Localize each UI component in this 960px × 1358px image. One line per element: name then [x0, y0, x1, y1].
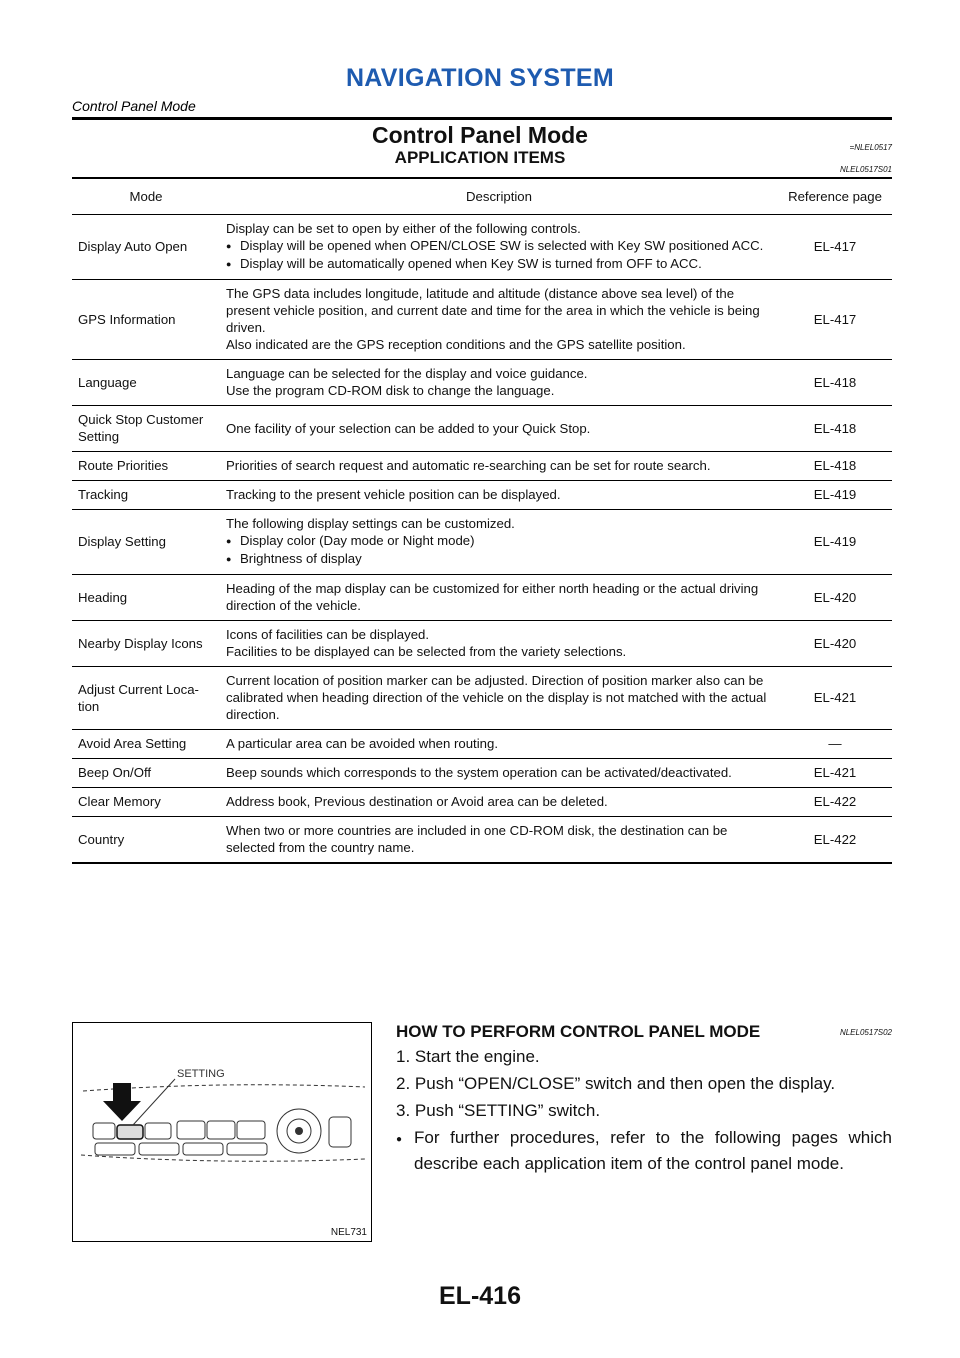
cell-reference-page: EL-420: [778, 621, 892, 667]
description-line: Display can be set to open by either of the following controls.: [226, 221, 581, 236]
cell-reference-page: EL-417: [778, 280, 892, 360]
cell-description: [220, 215, 778, 280]
cell-description: [220, 730, 778, 759]
figure-id: NEL731: [330, 1227, 367, 1238]
cell-mode: Display Setting: [72, 510, 220, 575]
table-row: [72, 280, 892, 360]
cell-description: [220, 759, 778, 788]
subsection-title: APPLICATION ITEMS: [394, 148, 566, 167]
description-bullet: ● Brightness of display: [226, 550, 772, 568]
how-to-title: [396, 1022, 892, 1042]
cell-reference-page: EL-417: [778, 215, 892, 280]
description-bullet: ● Display color (Day mode or Night mode): [226, 532, 772, 550]
header-rule: [72, 117, 892, 120]
cell-mode: GPS Information: [72, 280, 220, 360]
cell-mode: Language: [72, 360, 220, 406]
table-row: [72, 730, 892, 759]
cell-reference-page: EL-422: [813, 831, 857, 847]
description-bullet: ● Display will be opened when OPEN/CLOSE SW is selected with Key SW positioned ACC.: [226, 237, 772, 255]
cell-mode: Beep On/Off: [72, 759, 220, 788]
cell-description: [220, 510, 778, 575]
description-line: Heading of the map display can be customized for either north heading or the actual driving direction of the vehicle.: [226, 581, 759, 613]
table-row: [72, 667, 892, 730]
table-row: [72, 481, 892, 510]
cell-reference-page: EL-419: [778, 510, 892, 575]
description-bullet: ● Display will be automatically opened when Key SW is turned from OFF to ACC.: [226, 255, 772, 273]
description-line: The GPS data includes longitude, latitude and altitude (distance above sea level) of the present vehicle position, and current date and time for the area in which the vehicle is being driven.: [226, 286, 760, 335]
how-to-code: NLEL0517S02: [839, 1028, 892, 1037]
header-title: NAVIGATION SYSTEM: [345, 64, 615, 92]
application-items-table: [72, 177, 892, 864]
description-line: When two or more countries are included in one CD-ROM disk, the destination can be selected from the country name.: [226, 823, 728, 855]
cell-reference-page: EL-422: [778, 788, 892, 817]
step-1: 1. Start the engine.: [396, 1047, 540, 1066]
page-number: EL-416: [439, 1282, 521, 1310]
description-line: Language can be selected for the display and voice guidance.: [226, 366, 588, 381]
description-line: Also indicated are the GPS reception conditions and the GPS satellite position.: [226, 337, 686, 352]
cell-reference-page: —: [778, 730, 892, 759]
cell-mode: Country: [78, 831, 125, 847]
column-header-mode: Mode: [72, 178, 220, 215]
cell-description: [220, 667, 778, 730]
how-to-section: [396, 1022, 892, 1176]
cell-description: [220, 406, 778, 452]
table-row: [72, 788, 892, 817]
figure-setting-label: SETTING: [177, 1068, 225, 1080]
section-title: Control Panel Mode: [372, 122, 588, 148]
description-line: Tracking to the present vehicle position can be displayed.: [226, 487, 561, 502]
cell-mode: Nearby Display Icons: [72, 621, 220, 667]
cell-description: [220, 360, 778, 406]
table-row: [72, 817, 892, 864]
control-panel-figure: [72, 1022, 372, 1242]
cell-description: [220, 280, 778, 360]
cell-mode: Route Priorities: [72, 452, 220, 481]
cell-reference-page: EL-420: [778, 575, 892, 621]
cell-reference-page: EL-421: [778, 759, 892, 788]
table-row: [72, 360, 892, 406]
table-body: [72, 215, 892, 864]
cell-description: [220, 817, 778, 864]
header-subtitle: Control Panel Mode: [72, 98, 196, 114]
table-row: [72, 452, 892, 481]
control-panel-illustration: [73, 1023, 371, 1241]
cell-mode: Adjust Current Loca-tion: [72, 667, 220, 730]
how-to-title-text: HOW TO PERFORM CONTROL PANEL MODE: [396, 1022, 761, 1041]
cell-description: [220, 621, 778, 667]
cell-description: [220, 575, 778, 621]
cell-reference-page: EL-419: [778, 481, 892, 510]
subsection-code: NLEL0517S01: [839, 165, 892, 174]
table-header-row: [72, 178, 892, 215]
cell-reference-page: EL-421: [778, 667, 892, 730]
step-3: 3. Push “SETTING” switch.: [396, 1101, 601, 1120]
column-header-reference: Reference page: [778, 178, 892, 215]
cell-reference-page: EL-418: [778, 452, 892, 481]
description-line: Address book, Previous destination or Avoid area can be deleted.: [226, 794, 608, 809]
description-line: Icons of facilities can be displayed.: [226, 627, 430, 642]
step-2: 2. Push “OPEN/CLOSE” switch and then open the display.: [396, 1074, 836, 1093]
how-to-bullet: ● For further procedures, refer to the following pages which describe each application item of the control panel mode.: [396, 1126, 892, 1176]
cell-description: [220, 481, 778, 510]
description-line: Facilities to be displayed can be selected from the variety selections.: [226, 644, 627, 659]
cell-reference-page: EL-418: [778, 360, 892, 406]
cell-mode: Quick Stop Customer Setting: [72, 406, 220, 452]
cell-mode: Display Auto Open: [72, 215, 220, 280]
column-header-description: Description: [220, 178, 778, 215]
cell-description: [220, 452, 778, 481]
table-row: [72, 406, 892, 452]
cell-description: [220, 788, 778, 817]
cell-mode: Clear Memory: [72, 788, 220, 817]
description-line: Use the program CD-ROM disk to change the language.: [226, 383, 555, 398]
description-line: Priorities of search request and automatic re-searching can be set for route search.: [226, 458, 711, 473]
description-line: The following display settings can be customized.: [226, 516, 515, 531]
cell-mode: Tracking: [72, 481, 220, 510]
description-line: Current location of position marker can be adjusted. Direction of position marker also can be calibrated when heading direction of the vehicle on the display is not matched with the actual direction.: [226, 673, 767, 722]
table-row: [72, 621, 892, 667]
description-line: A particular area can be avoided when routing.: [226, 736, 498, 751]
cell-mode: Avoid Area Setting: [72, 730, 220, 759]
table-row: [72, 759, 892, 788]
cell-mode: Heading: [72, 575, 220, 621]
table-row: [72, 575, 892, 621]
cell-reference-page: EL-418: [778, 406, 892, 452]
table-row: [72, 510, 892, 575]
description-line: Beep sounds which corresponds to the system operation can be activated/deactivated.: [226, 765, 732, 780]
table-row: [72, 215, 892, 280]
description-line: One facility of your selection can be added to your Quick Stop.: [226, 420, 591, 436]
section-code: =NLEL0517: [849, 143, 892, 152]
